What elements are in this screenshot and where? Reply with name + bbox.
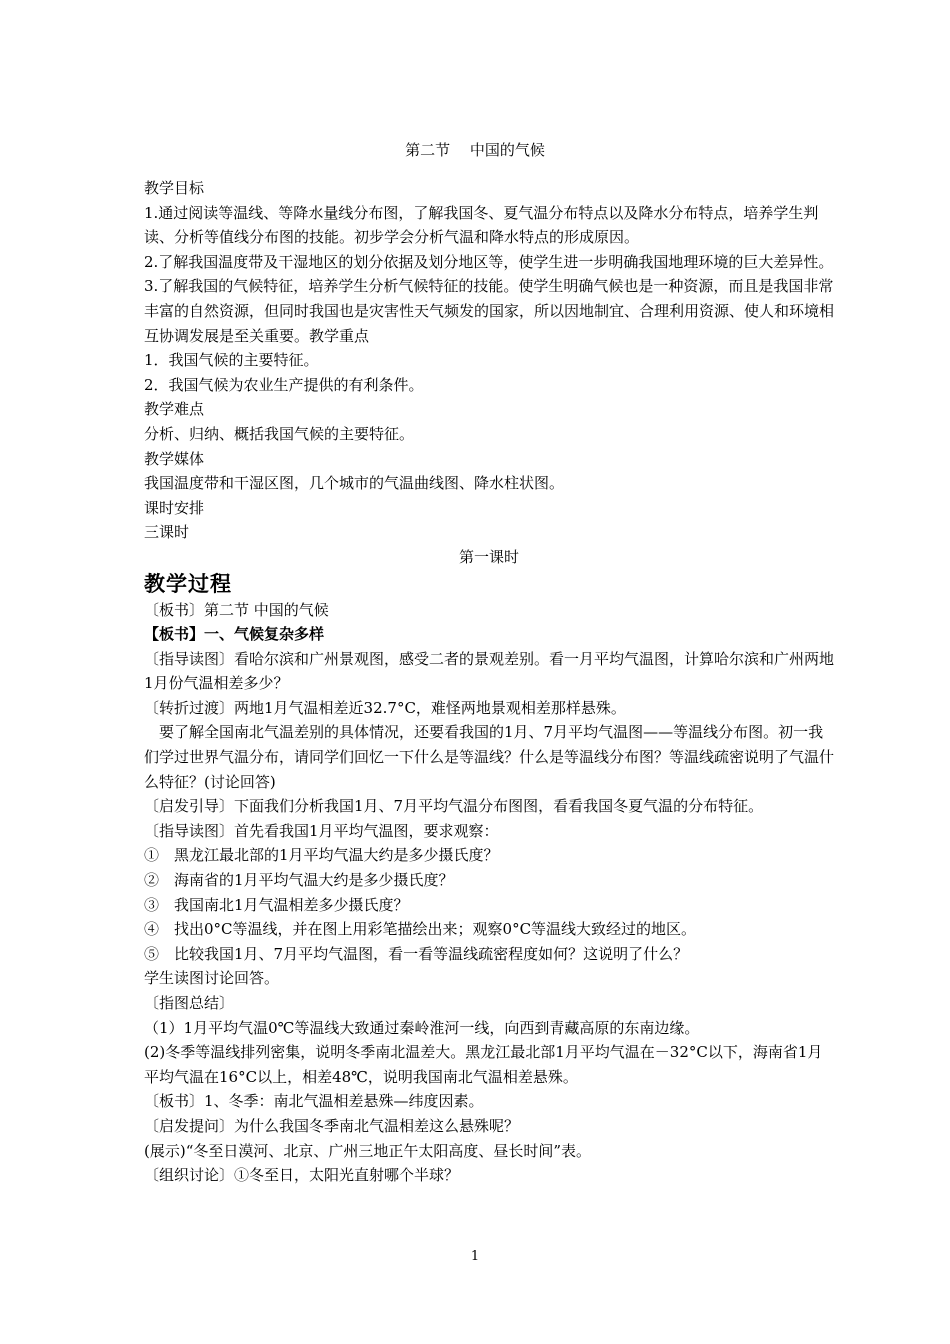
goal-3: 3.了解我国的气候特征，培养学生分析气候特征的技能。使学生明确气候也是一种资源，而且是我国非常丰富的自然资源，但同时我国也是灾害性天气频发的国家，所以因地制宜、合理利用资源、使人和环境相互协调发展是至关重要。教学重点 (144, 277, 835, 345)
document-body (144, 176, 834, 1188)
heading-schedule: 课时安排 (144, 498, 205, 517)
board-3: 〔板书〕1、冬季：南北气温相差悬殊—纬度因素。 (144, 1092, 484, 1111)
question-3: ③ 我国南北1月气温相差多少摄氏度？ (144, 895, 409, 914)
heading-difficulty: 教学难点 (144, 400, 205, 419)
key-point-1: 1．我国气候的主要特征。 (144, 351, 319, 370)
question-1: ① 黑龙江最北部的1月平均气温大约是多少摄氏度？ (144, 846, 499, 865)
goal-1: 1.通过阅读等温线、等降水量线分布图，了解我国冬、夏气温分布特点以及降水分布特点，培养学生判读、分析等值线分布图的技能。初步学会分析气温和降水特点的形成原因。 (144, 203, 819, 247)
guide-read-map-2: 〔指导读图〕首先看我国1月平均气温图，要求观察： (144, 821, 499, 840)
difficulty-text: 分析、归纳、概括我国气候的主要特征。 (144, 424, 415, 443)
board-1: 〔板书〕第二节 中国的气候 (144, 600, 329, 619)
lesson-heading: 第一课时 (458, 547, 519, 566)
isotherm-intro: 要了解全国南北气温差别的具体情况，还要看我国的1月、7月平均气温图——等温线分布图。初一我们学过世界气温分布，请同学们回忆一下什么是等温线？什么是等温线分布图？等温线疏密说明了气温什么特征？(讨论回答) (144, 723, 835, 791)
transition: 〔转折过渡〕两地1月气温相差近32.7°C，难怪两地景观相差那样悬殊。 (144, 698, 626, 717)
guide-read-map-1: 〔指导读图〕看哈尔滨和广州景观图，感受二者的景观差别。看一月平均气温图，计算哈尔滨和广州两地1月份气温相差多少？ (144, 649, 835, 693)
question-5: ⑤ 比较我国1月、7月平均气温图，看一看等温线疏密程度如何？这说明了什么？ (144, 944, 689, 963)
display-table: (展示)“冬至日漠河、北京、广州三地正午太阳高度、昼长时间”表。 (144, 1141, 592, 1160)
inspire-guide: 〔启发引导〕下面我们分析我国1月、7月平均气温分布图图，看看我国冬夏气温的分布特征。 (144, 797, 764, 816)
heading-teaching-goals: 教学目标 (144, 179, 205, 197)
media-text: 我国温度带和干湿区图，几个城市的气温曲线图、降水柱状图。 (144, 474, 565, 493)
student-answer: 学生读图讨论回答。 (144, 969, 280, 988)
section-title: 第二节 中国的气候 (405, 141, 545, 159)
heading-process: 教学过程 (144, 570, 232, 596)
organize-discussion: 〔组织讨论〕①冬至日，太阳光直射哪个半球？ (144, 1166, 460, 1185)
board-2: 【板书】一、气候复杂多样 (144, 625, 325, 644)
goal-2: 2.了解我国温度带及干湿地区的划分依据及划分地区等，使学生进一步明确我国地理环境的巨大差异性。 (144, 252, 834, 271)
summary-2: (2)冬季等温线排列密集，说明冬季南北温差大。黑龙江最北部1月平均气温在－32°C以下，海南省1月平均气温在16°C以上，相差48℃，说明我国南北气温相差悬殊。 (144, 1043, 823, 1086)
heading-media: 教学媒体 (144, 449, 205, 468)
key-point-2: 2．我国气候为农业生产提供的有利条件。 (144, 375, 424, 394)
map-summary-heading: 〔指图总结〕 (144, 994, 235, 1012)
summary-1: （1）1月平均气温0℃等温线大致通过秦岭淮河一线，向西到青藏高原的东南边缘。 (144, 1018, 700, 1037)
question-4: ④ 找出0°C等温线，并在图上用彩笔描绘出来；观察0°C等温线大致经过的地区。 (144, 920, 697, 939)
inspire-question: 〔启发提问〕为什么我国冬季南北气温相差这么悬殊呢？ (144, 1116, 520, 1135)
schedule-text: 三课时 (144, 523, 190, 542)
question-2: ② 海南省的1月平均气温大约是多少摄氏度？ (144, 871, 454, 890)
page-number: 1 (470, 1249, 480, 1264)
